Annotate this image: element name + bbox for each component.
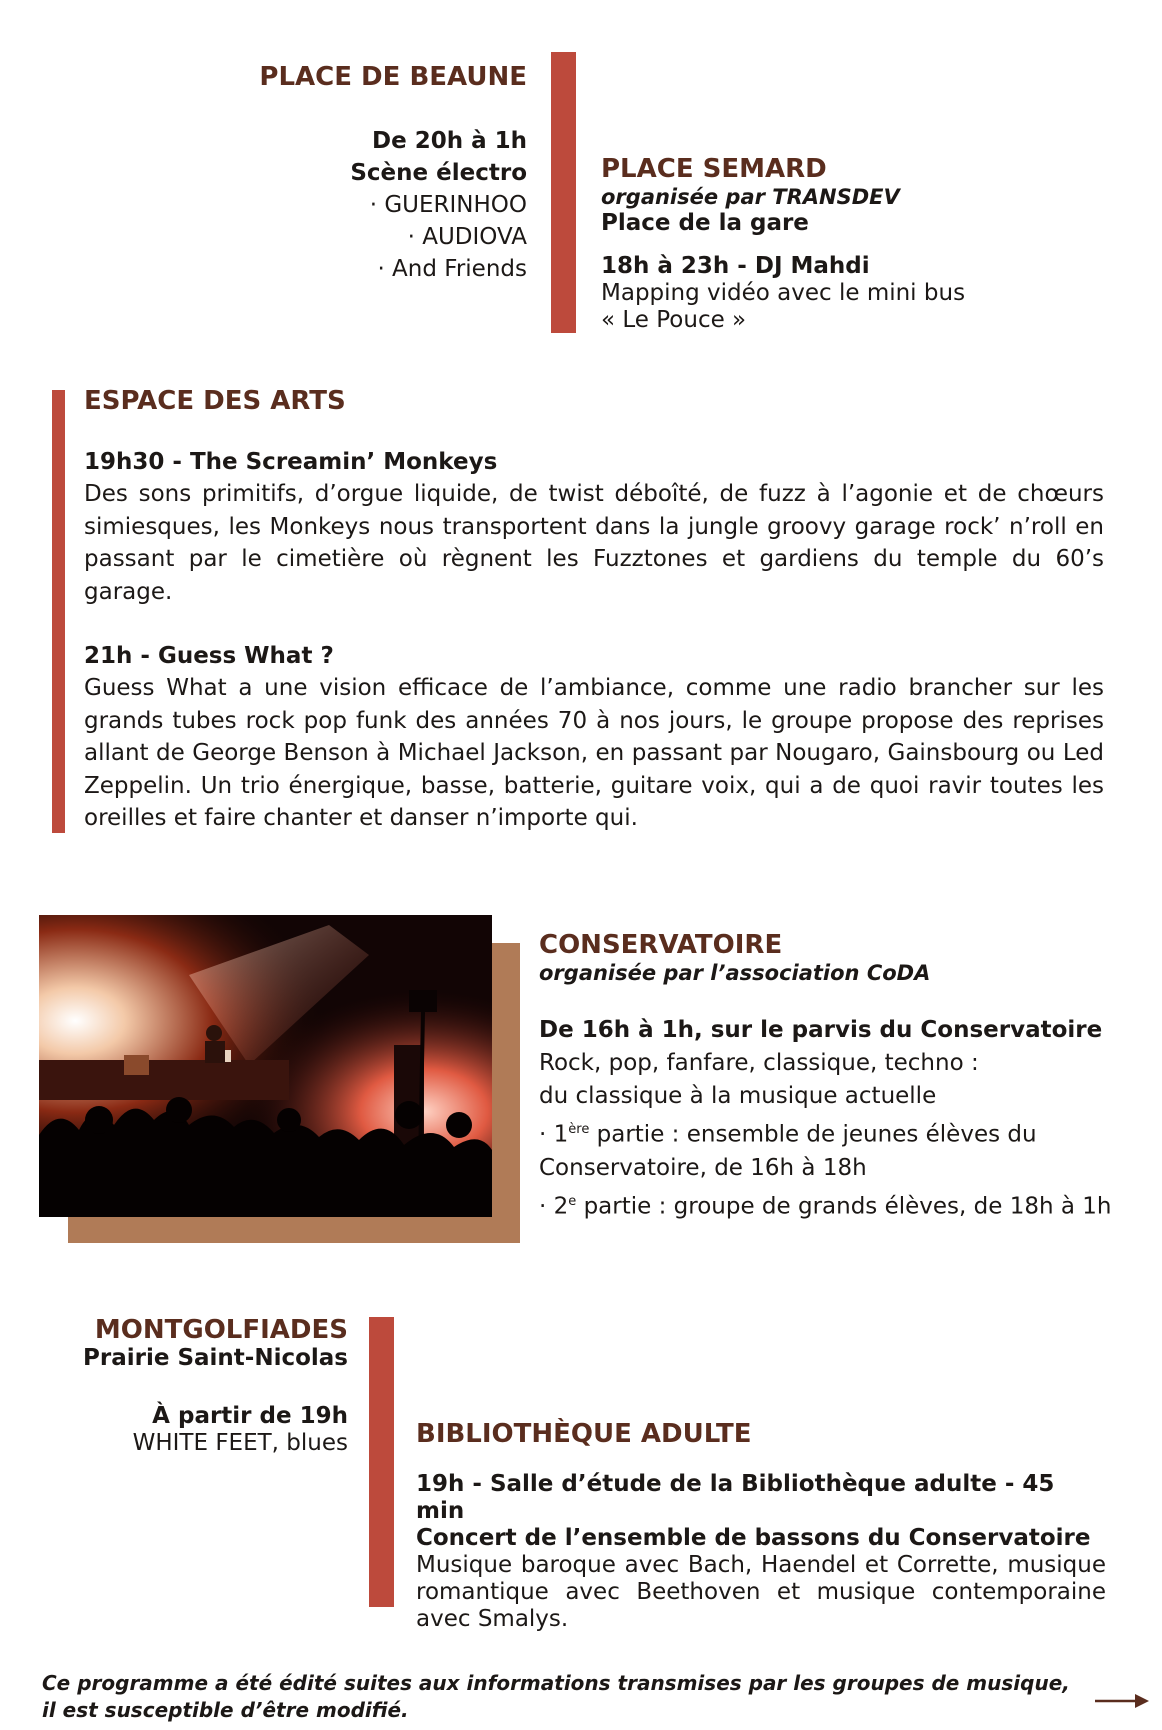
part2-sup: e <box>568 1193 577 1209</box>
conservatoire-block <box>539 930 1139 1223</box>
part1-text: partie : ensemble de jeunes élèves du <box>589 1121 1037 1148</box>
part2-text: partie : groupe de grands élèves, de 18h à 1h <box>576 1193 1112 1220</box>
montgolfiades-act: WHITE FEET, blues <box>132 1430 348 1456</box>
semard-desc: « Le Pouce » <box>601 307 747 333</box>
footer <box>42 1670 1082 1724</box>
beaune-block <box>180 62 527 285</box>
concert-photo <box>39 915 492 1217</box>
arts-block <box>84 386 1104 835</box>
conservatoire-part2 <box>539 1185 1139 1224</box>
semard-organizer: organisée par TRANSDEV <box>601 185 900 209</box>
beaune-artist: · And Friends <box>377 256 527 282</box>
conservatoire-part1-cont: Conservatoire, de 16h à 18h <box>539 1154 867 1181</box>
beaune-stage: Scène électro <box>350 160 527 186</box>
semard-block <box>601 154 1121 334</box>
arts-act1-title: 19h30 - The Screamin’ Monkeys <box>84 449 498 475</box>
montgolfiades-block <box>20 1315 348 1457</box>
beaune-title: PLACE DE BEAUNE <box>259 62 527 92</box>
conservatoire-time: De 16h à 1h, sur le parvis du Conservatoire <box>539 1017 1103 1043</box>
beaune-time: De 20h à 1h <box>372 128 527 154</box>
footer-line: Ce programme a été édité suites aux informations transmises par les groupes de musique, <box>42 1671 1070 1695</box>
arts-act2-text: Guess What a une vision efficace de l’ambiance, comme une radio brancher sur les grands tubes rock pop funk des années 70 à nos jours, le groupe propose des reprises allant de George Benson à Michael Jackson, en passant par Nougaro, Gainsbourg ou Led Zeppelin. Un trio énergique, basse, batterie, guitare voix, qui a de quoi ravir toutes les oreilles et faire chanter et danser n’importe qui. <box>84 675 1104 831</box>
part1-sup: ère <box>568 1122 590 1137</box>
concert-photo-image <box>39 915 492 1217</box>
beaune-artist: · GUERINHOO <box>369 192 527 218</box>
bibliotheque-line: Concert de l’ensemble de bassons du Conservatoire <box>416 1525 1091 1551</box>
beaune-artist: · AUDIOVA <box>407 224 527 250</box>
arts-divider <box>52 390 65 833</box>
beaune-divider <box>551 52 576 333</box>
conservatoire-organizer: organisée par l’association CoDA <box>539 961 931 985</box>
part2-prefix: · 2 <box>539 1193 569 1220</box>
arts-act1-text: Des sons primitifs, d’orgue liquide, de twist déboîté, de fuzz à l’agonie et de chœurs simiesques, les Monkeys nous transportent dans la jungle groovy garage rock’ n’roll en passant par le cimetière où règnent les Fuzztones et gardiens du temple du 60’s garage. <box>84 481 1104 605</box>
bibliotheque-line: 19h - Salle d’étude de la Bibliothèque adulte - 45 min <box>416 1471 1055 1524</box>
bibliotheque-title: BIBLIOTHÈQUE ADULTE <box>416 1419 752 1449</box>
arrow-right-icon[interactable] <box>1095 1692 1150 1710</box>
semard-place: Place de la gare <box>601 210 809 236</box>
semard-desc: Mapping vidéo avec le mini bus <box>601 280 966 306</box>
montgolfiades-place: Prairie Saint-Nicolas <box>83 1345 348 1371</box>
montgolfiades-divider <box>369 1317 394 1607</box>
montgolfiades-title: MONTGOLFIADES <box>94 1315 348 1345</box>
footer-line: il est susceptible d’être modifié. <box>42 1698 409 1722</box>
arts-title: ESPACE DES ARTS <box>84 386 346 416</box>
semard-title: PLACE SEMARD <box>601 154 827 184</box>
bibliotheque-text: Musique baroque avec Bach, Haendel et Corrette, musique romantique avec Beethoven et musique contemporaine avec Smalys. <box>416 1552 1106 1632</box>
semard-dj: 18h à 23h - DJ Mahdi <box>601 253 870 279</box>
conservatoire-part1 <box>539 1113 1139 1152</box>
part1-prefix: · 1 <box>539 1121 569 1148</box>
conservatoire-line: du classique à la musique actuelle <box>539 1083 937 1109</box>
montgolfiades-time: À partir de 19h <box>152 1403 348 1429</box>
conservatoire-title: CONSERVATOIRE <box>539 930 783 960</box>
bibliotheque-block <box>416 1419 1106 1633</box>
arts-act2-title: 21h - Guess What ? <box>84 643 334 669</box>
conservatoire-line: Rock, pop, fanfare, classique, techno : <box>539 1050 979 1076</box>
